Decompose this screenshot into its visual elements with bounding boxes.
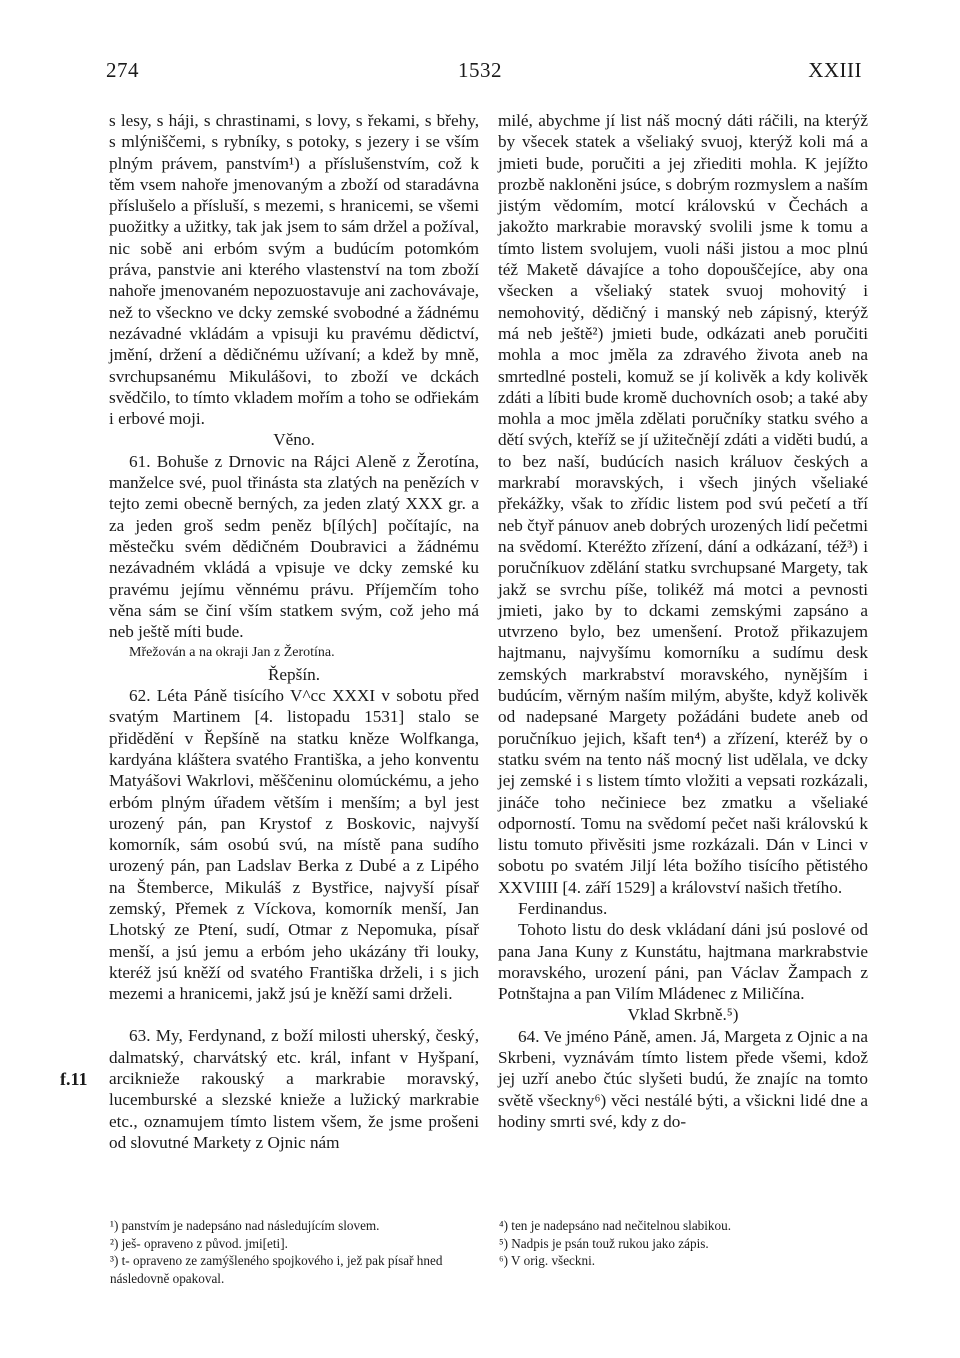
section-number: XXIII	[808, 58, 862, 82]
section-heading-repsin: Řepšín.	[267, 664, 321, 684]
entry-messengers: Tohoto listu do desk vkládaní dáni jsú poslové od pana Jana Kuny z Kunstátu, hajtmana markrabstvie moravského, urození páni, pan Václav Žampach z Potnštajna a pan Vilím Mládenec z Miličína.	[498, 920, 868, 1004]
right-column	[498, 110, 868, 1132]
section-heading-vklad-skrbne: Vklad Skrbně.⁵)	[627, 1005, 739, 1025]
page-year: 1532	[458, 58, 502, 82]
footnote-2: ²) ješ- opraveno z původ. jmi[eti].	[110, 1235, 288, 1251]
signature-ferdinandus: Ferdinandus.	[518, 898, 608, 918]
entry-61: 61. Bohuše z Drnovic na Rájci Aleně z Žerotína, manželce své, puol třinásta sta zlatých na penězích v tejto zemi obecně berných, za jeden zlatý XXX gr. a za jeden groš sedm peněz b[ílých] počítajíc, na městečku svém dědičném Doubravici a žádnému nezávadném vkládá a vpisuje ve dcky zemské ku pravému jejímu věnnému právu. Příjemčím toho věna sám se činí vším statkem svým, což jeho má neb ještě míti bude.	[109, 451, 479, 642]
entry-64: 64. Ve jméno Páně, amen. Já, Margeta z Ojnic a na Skrbeni, vyznávám tímto listem přede všemi, kdož jej uzří anebo čtúc slyšeti budú, že znajíc na tomto světě všeckny⁶) věci nestálé býti, a všickni lidé dne a hodiny smrti své, kdy z do-	[498, 1026, 868, 1131]
entry-63-continuation: milé, abychme jí list náš mocný dáti ráčili, na kterýž by všecek statek a všeliaký svuoj, kterýž koli má a jmieti bude, poručiti a jej zřiediti mohla. K jejížto prozbě nakloněni jsúce, s dobrým rozmyslem a naším jistým vědomím, motcí královskú v Čechách a jakožto markrabie moravský svolili jsme k tomu a tímto listem svolujem, vuoli náši jistou a moc plnú též Maketě dávajíce a toho dopouščejíce, aby ona všecken a všeliaký statek svuoj mohovitý i nemohovitý, dědičný i manský neb zápisný, kterýž má neb ještě²) jmieti bude, odkázati aneb poručiti mohla a moc jměla za zdravého života aneb na smrtedlné posteli, komuž se jí kolivěk a kdy kolivěk zdáti a líbiti bude kromě duchovních osob; a také aby mohla a moc jměla zdělati poručníky statku svého a dětí svých, kteříž se jí užitečnějí zdáti a viděti budú, a to bez naší, budúcích nasich králuov českých a markrabí moravských, i všech jiných všeliaké překážky, však to zřídic listem pod svú pečetí a tří neb čtyř pánuov aneb dobrých urozených lidí pečetmi na svědomí. Kteréžto zřízení, dání a odkázaní, též³) i poručníkuov zdělání statku svrchupsané Margety, tak jakž se svrchu píše, tolikéž má motci a pevnosti jmieti, jako by to dckami zemskými zapsáno a utvrzeno bylo, bez umenšení. Protož přikazujem hajtmanu, najvyšímu komorníku a sudímu desk zemských markrabství moravského, nynějším i budúcím, věrným naším milým, abyšte, když kolivěk od nadepsané Margety požádáni budete aneb od poručníkuo jejich, kšaft ten⁴) a zřízení, kteréž by o statku svém na tento náš mocný list udělala, ve dcky jej zemské i s listem tímto vložiti a vepsati rozkázali, jináče toho nečiniece bez zmatku a všeliaké odporností. Tomu na svědomí pečet naši královskú k listu tomuto přivěsiti jsme rozkázali. Dán v Linci v sobotu po svatém Jiljí léta božího tisícího pětistého XXVIIII [4. září 1529] a království našich třetího.	[498, 111, 868, 897]
footnote-3: ³) t- opraveno ze zamýšleného spojkového i, jež pak písař hned následovně opakoval.	[110, 1253, 443, 1286]
margin-folio-mark: f.11	[60, 1069, 88, 1089]
footnote-4: ⁴) ten je nadepsáno nad nečitelnou slabikou.	[499, 1218, 732, 1233]
footnotes-right	[499, 1217, 869, 1270]
paragraph-continuation: s lesy, s háji, s chrastinami, s lovy, s řekami, s břehy, s mlýniščemi, s rybníky, s potoky, s jezery i se vším plným právem, panstvím¹) a příslušenstvím, což k těm vsem nahoře jmenovaným a zboží od staradávna příslušelo a přísluší, s mezemi, s hranicemi, se všemi puožitky a užitky, tak jak jsem to sám držel a požíval, nic sobě ani erbóm svým a budúcím potomkóm práva, panstvie ani kterého vlastenství na tom zboží nahoře jmenovaném nepozuostavuje ani zachovávaje, než to všeckno ve dcky zemské svobodné a žádnému nezávadné vkládám a vpisuji ku pravému dědictví, jmění, držení a dědičnému užívaní; a kdež by mně, svrchupsanému Mikulášovi, to zboží ve dckách svědčilo, to tímto vkladem mořím a toho se odřiekám i erbové moji.	[109, 111, 479, 429]
left-column	[109, 110, 479, 1153]
footnote-6: ⁶) V orig. všeckni.	[499, 1253, 596, 1268]
entry-63: 63. My, Ferdynand, z boží milosti uherský, český, dalmatský, charvátský etc. král, infant v Hyšpaní, arciknieže rakouský a markrabie moravský, lucemburské a slezské knieže a lužický markrabie etc., oznamujem tímto listem všem, že jsme prošeni od slovutné Markety z Ojnic nám	[109, 1026, 479, 1152]
page-number: 274	[106, 58, 139, 82]
section-heading-veno: Věno.	[273, 430, 315, 450]
footnotes-left	[110, 1217, 480, 1287]
footnote-5: ⁵) Nadpis je psán touž rukou jako zápis.	[499, 1235, 709, 1251]
note-mrezovan: Mřežován a na okraji Jan z Žerotína.	[129, 645, 335, 661]
footnote-1: ¹) panstvím je nadepsáno nad následujícím slovem.	[110, 1218, 380, 1233]
entry-62: 62. Léta Páně tisícího V^cc XXXI v sobotu před svatým Martinem [4. listopadu 1531] stalo se přiděděnί v Řepšíně na statku kněze Wolfkanga, kardyána kláštera svatého Františka, a jeho konventu Matyášovi Wakrlovi, měščeninu olomúckému, a jeho erbóm plným úřadem větším i menším; a byl jest urozený pán, pan Krystof z Boskovic, najvyší komorník, sám osobú svú, na místě pana sudího urozený pán, pan Ladslav Berka z Dubé a z Lipého na Štemberce, Mikuláš z Bystřice, najvyší písař zemský, Přemek z Víckova, komorník menší, Jan Lhotský ze Ptení, sudí, Otmar z Nepomuka, písař menší, a jsú jemu a erbóm jeho ukázány tři louky, kteréž jsú kněží od svatého Františka drželi, i s jich mezemi a hranicemi, jakž jsú je kněží sami drželi.	[109, 686, 479, 1004]
